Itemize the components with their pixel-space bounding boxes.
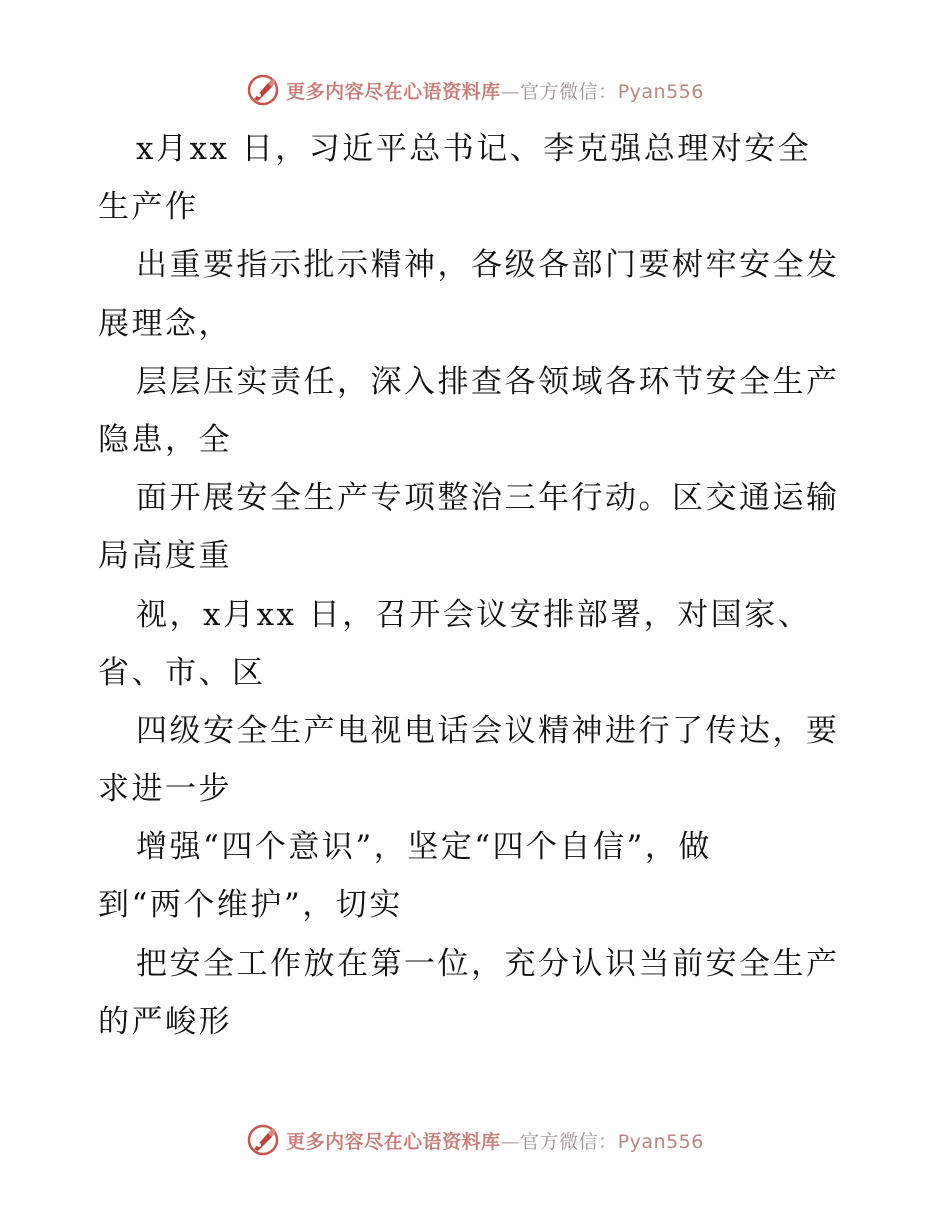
pen-nib-logo-icon bbox=[246, 1123, 280, 1157]
body-line: 局高度重 bbox=[98, 538, 232, 575]
body-line: 隐患，全 bbox=[98, 421, 232, 458]
body-line: 增强“四个意识”，坚定“四个自信”，做 bbox=[136, 829, 712, 866]
body-line: 求进一步 bbox=[98, 771, 232, 808]
document-body bbox=[98, 120, 858, 1051]
body-line: x月xx 日，习近平总书记、李克强总理对安全 bbox=[136, 131, 812, 167]
header-watermark-banner bbox=[0, 70, 950, 110]
watermark-text: 更多内容尽在心语资料库—官方微信：Pyan556 bbox=[286, 1130, 704, 1153]
body-line: 四级安全生产电视电话会议精神进行了传达，要 bbox=[136, 712, 840, 749]
body-line: 层层压实责任，深入排查各领域各环节安全生产 bbox=[136, 363, 840, 400]
body-line: 生产作 bbox=[98, 189, 199, 226]
body-line: 视，x月xx 日，召开会议安排部署，对国家、 bbox=[136, 596, 812, 633]
body-line: 省、市、区 bbox=[98, 654, 266, 691]
body-line: 面开展安全生产专项整治三年行动。区交通运输 bbox=[136, 480, 840, 517]
body-line: 的严峻形 bbox=[98, 1003, 232, 1040]
watermark-text: 更多内容尽在心语资料库—官方微信：Pyan556 bbox=[286, 80, 704, 103]
body-line: 展理念， bbox=[98, 305, 232, 342]
body-line: 把安全工作放在第一位，充分认识当前安全生产 bbox=[136, 945, 840, 982]
body-line: 出重要指示批示精神，各级各部门要树牢安全发 bbox=[136, 247, 840, 284]
body-line: 到“两个维护”，切实 bbox=[98, 887, 403, 924]
footer-watermark-banner bbox=[0, 1120, 950, 1160]
pen-nib-logo-icon bbox=[246, 73, 280, 107]
